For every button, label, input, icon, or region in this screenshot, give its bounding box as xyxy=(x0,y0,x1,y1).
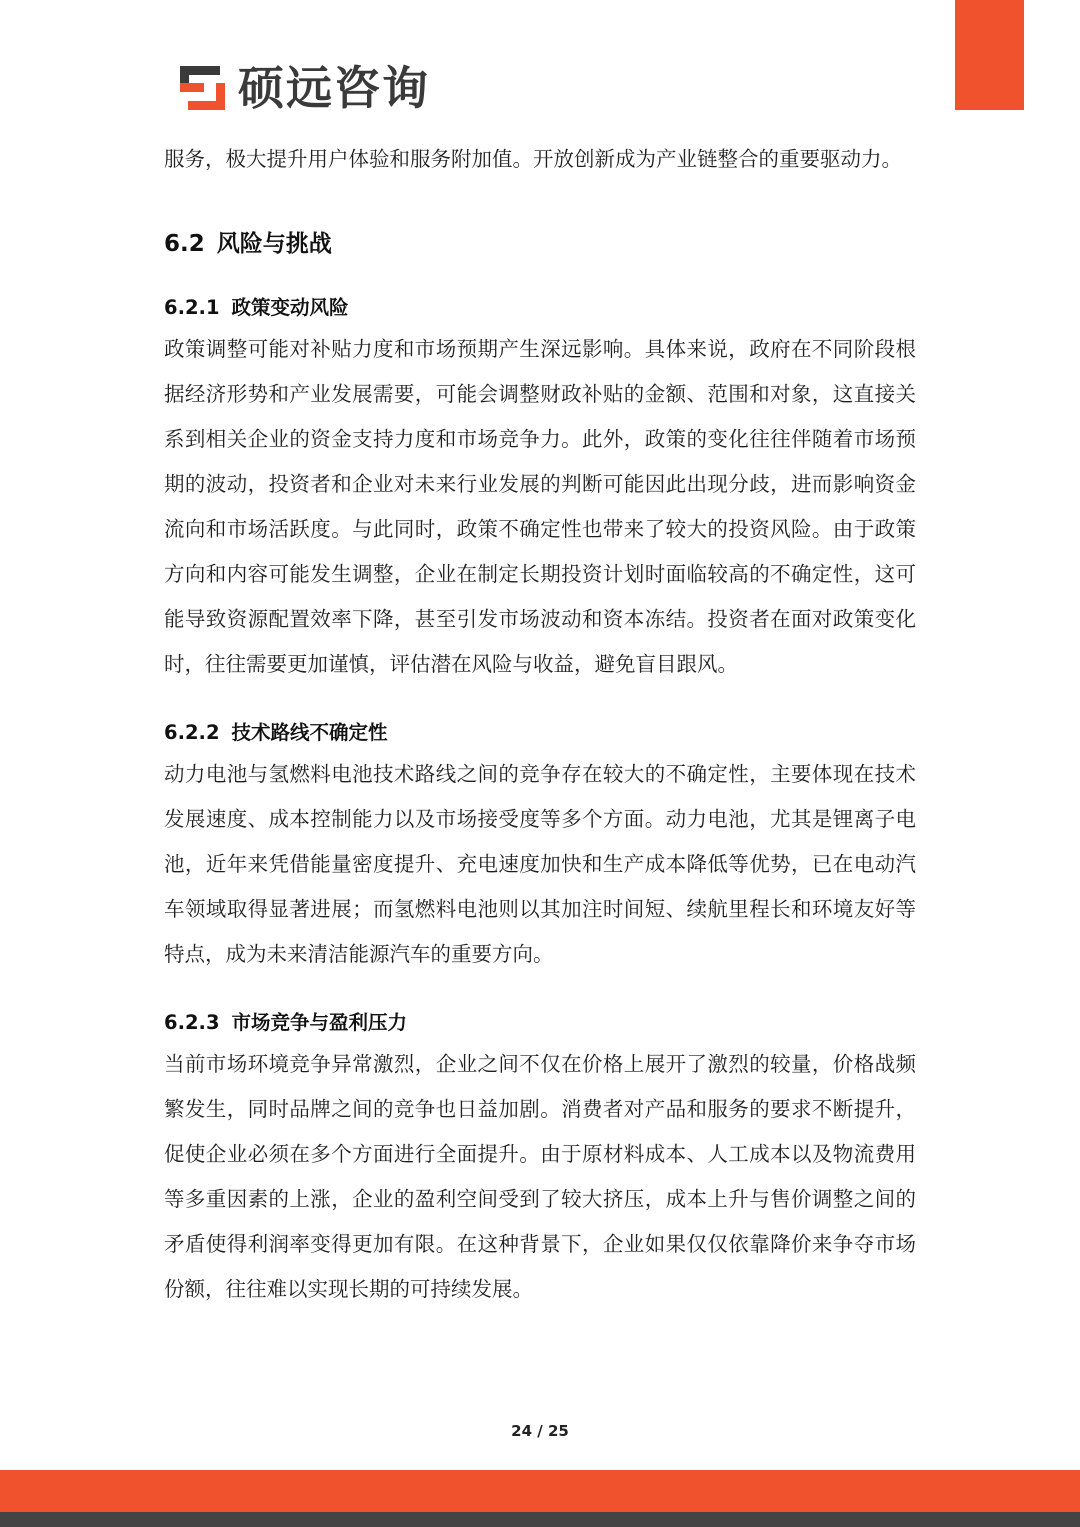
logo-mark-icon xyxy=(178,62,230,114)
section-title: 风险与挑战 xyxy=(216,231,332,257)
footer-accent-bar xyxy=(0,1470,1080,1512)
section-number: 6.2 xyxy=(164,231,205,257)
subsection-number: 6.2.3 xyxy=(164,1011,220,1034)
section-heading xyxy=(164,229,916,259)
subsection-number: 6.2.2 xyxy=(164,721,220,744)
corner-accent-block xyxy=(955,0,1024,110)
subsection-heading-6-2-3 xyxy=(164,1008,916,1038)
intro-paragraph: 服务，极大提升用户体验和服务附加值。开放创新成为产业链整合的重要驱动力。 xyxy=(164,147,902,171)
subsection-title: 市场竞争与盈利压力 xyxy=(231,1011,408,1034)
subsection-body-6-2-2: 动力电池与氢燃料电池技术路线之间的竞争存在较大的不确定性，主要体现在技术发展速度、成本控制能力以及市场接受度等多个方面。动力电池，尤其是锂离子电池，近年来凭借能量密度提升、充电速度加快和生产成本降低等优势，已在电动汽车领域取得显著进展；而氢燃料电池则以其加注时间短、续航里程长和环境友好等特点，成为未来清洁能源汽车的重要方向。 xyxy=(164,762,916,966)
footer-dark-bar xyxy=(0,1512,1080,1527)
subsection-heading-6-2-2 xyxy=(164,718,916,748)
subsection-title: 政策变动风险 xyxy=(231,296,349,319)
subsection-body-6-2-3: 当前市场环境竞争异常激烈，企业之间不仅在价格上展开了激烈的较量，价格战频繁发生，同时品牌之间的竞争也日益加剧。消费者对产品和服务的要求不断提升，促使企业必须在多个方面进行全面提升。由于原材料成本、人工成本以及物流费用等多重因素的上涨，企业的盈利空间受到了较大挤压，成本上升与售价调整之间的矛盾使得利润率变得更加有限。在这种背景下，企业如果仅仅依靠降价来争夺市场份额，往往难以实现长期的可持续发展。 xyxy=(164,1052,916,1301)
page-number: 24 / 25 xyxy=(511,1422,569,1440)
subsection-heading-6-2-1 xyxy=(164,293,916,323)
brand-name: 硕远咨询 xyxy=(238,61,430,115)
subsection-title: 技术路线不确定性 xyxy=(231,721,388,744)
subsection-body-6-2-1: 政策调整可能对补贴力度和市场预期产生深远影响。具体来说，政府在不同阶段根据经济形势和产业发展需要，可能会调整财政补贴的金额、范围和对象，这直接关系到相关企业的资金支持力度和市场竞争力。此外，政策的变化往往伴随着市场预期的波动，投资者和企业对未来行业发展的判断可能因此出现分歧，进而影响资金流向和市场活跃度。与此同时，政策不确定性也带来了较大的投资风险。由于政策方向和内容可能发生调整，企业在制定长期投资计划时面临较高的不确定性，这可能导致资源配置效率下降，甚至引发市场波动和资本冻结。投资者在面对政策变化时，往往需要更加谨慎，评估潜在风险与收益，避免盲目跟风。 xyxy=(164,337,916,676)
document-body xyxy=(164,137,916,1312)
subsection-number: 6.2.1 xyxy=(164,296,220,319)
brand-logo xyxy=(178,62,430,114)
